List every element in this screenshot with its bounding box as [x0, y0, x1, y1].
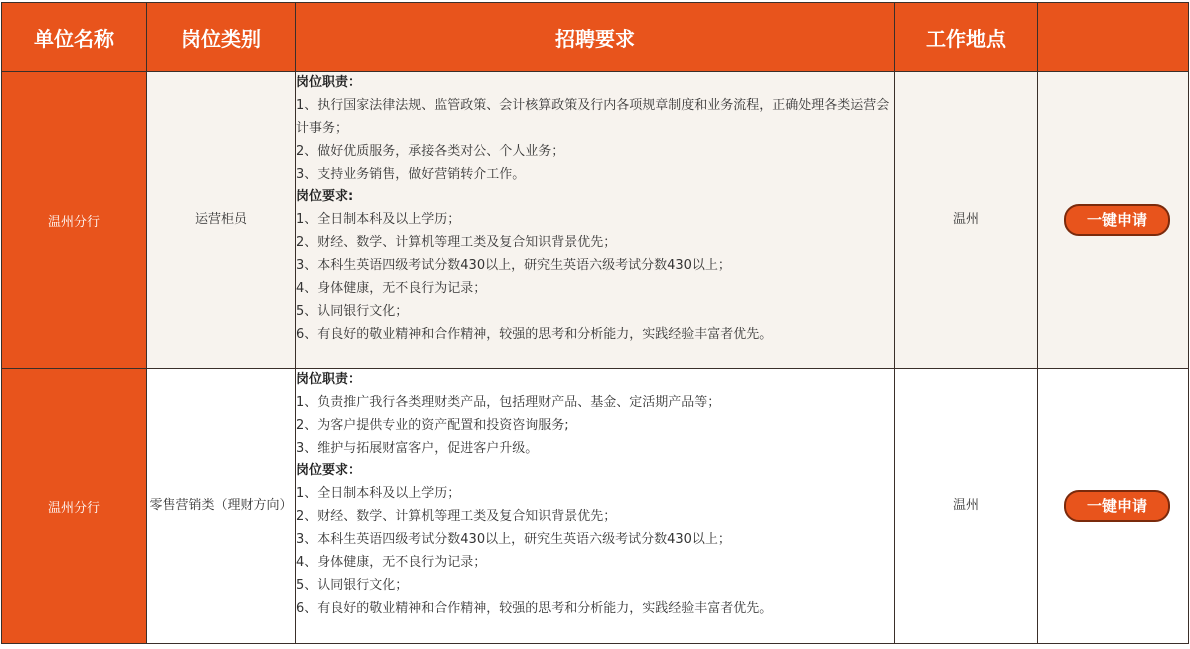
requirement-item: 3、本科生英语四级考试分数430以上，研究生英语六级考试分数430以上；	[296, 532, 731, 547]
requirement-item: 2、财经、数学、计算机等理工类及复合知识背景优先；	[296, 509, 617, 524]
job-table	[1, 2, 1189, 644]
header-requirements: 招聘要求	[296, 3, 895, 72]
table-row	[2, 369, 1189, 644]
header-action	[1038, 3, 1189, 72]
location-cell: 温州	[895, 369, 1038, 644]
table-row	[2, 72, 1189, 369]
table-header-row	[2, 3, 1189, 72]
requirement-item: 4、身体健康，无不良行为记录；	[296, 555, 487, 570]
action-cell	[1038, 72, 1189, 369]
requirement-item: 3、本科生英语四级考试分数430以上，研究生英语六级考试分数430以上；	[296, 258, 731, 273]
duty-item: 3、维护与拓展财富客户，促进客户升级。	[296, 441, 539, 456]
requirements-title: 岗位要求：	[296, 463, 362, 478]
requirements-title: 岗位要求:	[296, 189, 354, 204]
requirement-item: 2、财经、数学、计算机等理工类及复合知识背景优先；	[296, 235, 617, 250]
duties-title: 岗位职责：	[296, 372, 362, 387]
requirement-item: 4、身体健康，无不良行为记录；	[296, 281, 487, 296]
duties-title: 岗位职责：	[296, 75, 362, 90]
category-cell: 零售营销类（理财方向）	[147, 369, 296, 644]
location-cell: 温州	[895, 72, 1038, 369]
requirement-item: 6、有良好的敬业精神和合作精神，较强的思考和分析能力，实践经验丰富者优先。	[296, 327, 773, 342]
duty-item: 3、支持业务销售，做好营销转介工作。	[296, 167, 526, 182]
apply-button[interactable]: 一键申请	[1064, 204, 1170, 236]
requirement-item: 1、全日制本科及以上学历；	[296, 486, 461, 501]
duty-item: 2、为客户提供专业的资产配置和投资咨询服务;	[296, 418, 569, 433]
unit-name-cell: 温州分行	[2, 72, 147, 369]
header-category: 岗位类别	[147, 3, 296, 72]
apply-button[interactable]: 一键申请	[1064, 490, 1170, 522]
duty-item: 2、做好优质服务，承接各类对公、个人业务；	[296, 144, 565, 159]
requirements-cell	[296, 72, 895, 369]
header-location: 工作地点	[895, 3, 1038, 72]
category-cell: 运营柜员	[147, 72, 296, 369]
duty-item: 1、负责推广我行各类理财类产品，包括理财产品、基金、定活期产品等；	[296, 395, 721, 410]
requirements-cell	[296, 369, 895, 644]
requirement-item: 1、全日制本科及以上学历；	[296, 212, 461, 227]
unit-name-cell: 温州分行	[2, 369, 147, 644]
requirement-item: 5、认同银行文化；	[296, 578, 409, 593]
action-cell	[1038, 369, 1189, 644]
requirement-item: 5、认同银行文化；	[296, 304, 409, 319]
header-unit-name: 单位名称	[2, 3, 147, 72]
duty-item: 1、执行国家法律法规、监管政策、会计核算政策及行内各项规章制度和业务流程，正确处理各类运营会计事务；	[296, 98, 890, 136]
requirement-item: 6、有良好的敬业精神和合作精神，较强的思考和分析能力，实践经验丰富者优先。	[296, 601, 773, 616]
